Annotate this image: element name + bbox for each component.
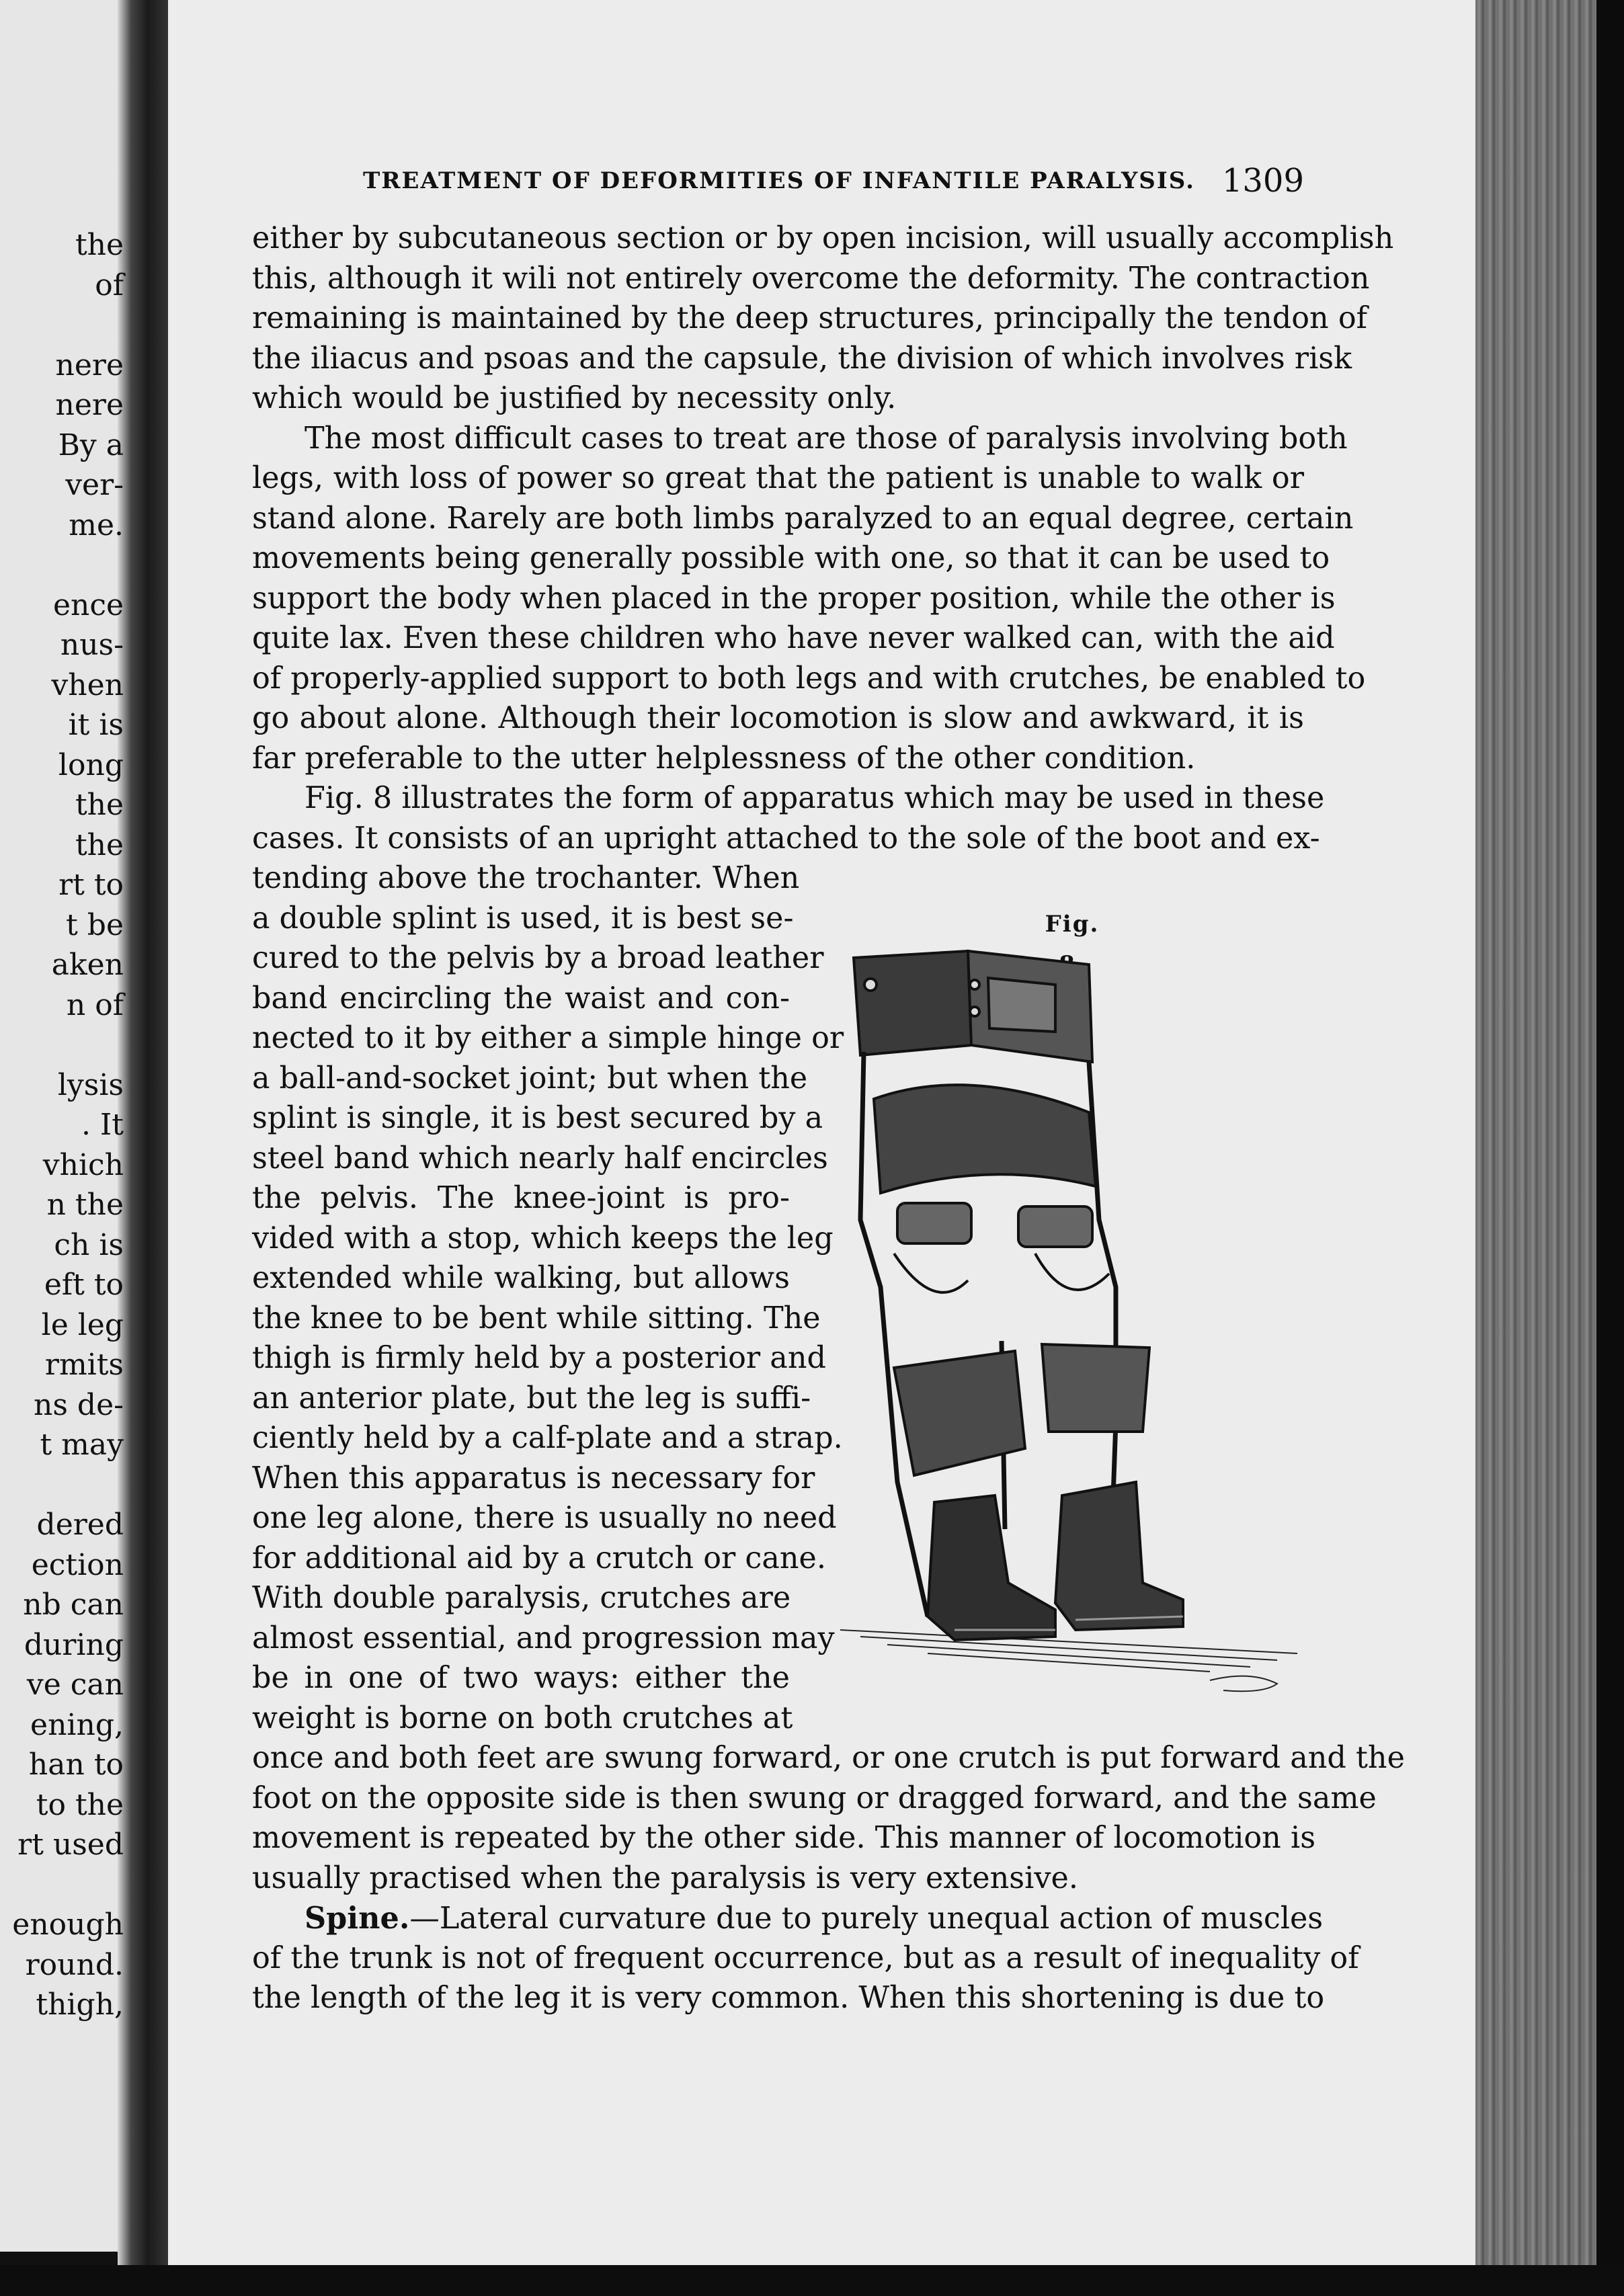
text-line: usually practised when the paralysis is very extensive. [252,1860,1078,1895]
previous-page-line: vhich [42,1147,124,1182]
previous-page-line: t be [66,907,124,942]
text-line: of properly-applied support to both legs and with crutches, be enabled to [252,661,1366,696]
ground-hatching [840,1630,1297,1691]
previous-page-line: ch is [54,1227,124,1262]
text-line: remaining is maintained by the deep structures, principally the tendon of [252,301,1368,335]
text-line: the iliacus and psoas and the capsule, the division of which involves risk [252,341,1352,376]
pelvic-band [854,951,1092,1062]
text-line: be in one of two ways: either the [252,1661,790,1695]
previous-page-line: round. [25,1947,124,1982]
text-line: Fig. 8 illustrates the form of apparatus which may be used in these [304,781,1325,815]
text-line: the length of the leg it is very common. When this shortening is due to [252,1981,1325,2015]
previous-page-line: the [75,228,124,262]
previous-page-line: dered [36,1508,124,1542]
text-line: of the trunk is not of frequent occurrence, but as a result of inequality of [252,1940,1359,1975]
previous-page-line: ening, [30,1707,124,1742]
previous-page-line: han to [28,1748,124,1782]
text-line: cured to the pelvis by a broad leather [252,941,824,975]
previous-page-line: to the [36,1787,124,1822]
text-line: nected to it by either a simple hinge or [252,1021,844,1055]
calf-plates [894,1344,1149,1475]
scan-border-bottom [0,2265,1624,2296]
book-gutter [118,0,168,2296]
text-line: quite lax. Even these children who have never walked can, with the aid [252,621,1335,655]
text-line: the knee to be bent while sitting. The [252,1301,821,1336]
text-line: splint is single, it is best secured by a [252,1101,823,1135]
text-line: When this apparatus is necessary for [252,1461,815,1495]
previous-page-line: ve can [26,1668,124,1702]
previous-page-line: long [58,747,124,782]
text-line: weight is borne on both crutches at [252,1700,793,1735]
previous-page-line: rmits [44,1348,124,1382]
text-line: The most difficult cases to treat are those of paralysis involving both [304,421,1348,456]
text-line: for additional aid by a crutch or cane. [252,1541,826,1575]
page-stack-edge [1475,0,1596,2272]
text-line: support the body when placed in the proper position, while the other is [252,581,1336,616]
text-line: cases. It consists of an upright attached to the sole of the boot and ex- [252,821,1320,856]
previous-page-line: By a [58,427,124,462]
previous-page-line: nere [55,347,124,382]
text-line: steel band which nearly half encircles [252,1141,828,1176]
text-line: a double splint is used, it is best se- [252,901,794,936]
previous-page-line: t may [40,1428,124,1462]
previous-page-line: . It [81,1108,124,1142]
previous-page-line: n of [66,987,124,1022]
text-line: a ball-and-socket joint; but when the [252,1061,808,1096]
running-head-title: TREATMENT OF DEFORMITIES OF INFANTILE PARALYSIS. [363,167,1195,194]
previous-page-line: eft to [44,1268,124,1302]
previous-page-line: vhen [51,667,124,702]
previous-page-line: during [24,1627,124,1662]
previous-page-line: le leg [41,1307,124,1342]
previous-page-line: ver- [65,468,124,502]
previous-page-line: rt to [58,868,124,902]
text-line: tending above the trochanter. When [252,861,800,895]
text-line: once and both feet are swung forward, or one crutch is put forward and the [252,1741,1405,1775]
spine-heading-line [252,1898,1324,1938]
text-line: movement is repeated by the other side. This manner of locomotion is [252,1821,1316,1855]
previous-page-line: ns de- [34,1387,124,1422]
previous-page-line: nb can [23,1588,124,1622]
previous-page-line: it is [68,708,124,742]
text-line: With double paralysis, crutches are [252,1581,791,1615]
previous-page-line: thigh, [36,1987,124,2022]
text-line: almost essential, and progression may [252,1621,835,1655]
previous-page-line: enough [12,1908,124,1942]
spine-text: —Lateral curvature due to purely unequal action of muscles [409,1901,1324,1936]
boots [928,1482,1183,1640]
previous-page-line: me. [69,507,124,542]
previous-page-line: lysis [57,1067,124,1102]
running-head [363,160,1304,202]
text-line: movements being generally possible with one, so that it can be used to [252,541,1330,575]
previous-page-line: nus- [60,628,124,662]
spine-heading: Spine. [304,1901,410,1936]
text-line: stand alone. Rarely are both limbs paralyzed to an equal degree, certain [252,501,1354,536]
previous-page-line: n the [46,1188,124,1222]
text-line: legs, with loss of power so great that the patient is unable to walk or [252,461,1304,495]
text-line: thigh is firmly held by a posterior and [252,1341,826,1375]
text-line: an anterior plate, but the leg is suffi- [252,1381,811,1416]
text-line: band encircling the waist and con- [252,981,790,1016]
text-line: ciently held by a calf-plate and a strap. [252,1421,843,1455]
previous-page-line: of [95,268,124,302]
hip-straps [874,1085,1109,1293]
previous-page-line: ection [31,1547,124,1582]
previous-page-line: aken [51,948,124,982]
text-line: extended while walking, but allows [252,1261,790,1295]
scan-border-right [1596,0,1624,2296]
page-number: 1309 [1221,162,1304,200]
text-line: this, although it wili not entirely overcome the deformity. The contraction [252,261,1370,296]
text-line: either by subcutaneous section or by open incision, will usually accomplish [252,221,1394,255]
previous-page-line: nere [55,388,124,422]
text-line: far preferable to the utter helplessness of the other condition. [252,741,1196,776]
text-line: which would be justified by necessity only. [252,381,897,415]
text-line: go about alone. Although their locomotion is slow and awkward, it is [252,701,1304,735]
leg-brace-illustration [834,938,1304,1727]
text-line: one leg alone, there is usually no need [252,1501,837,1535]
text-line: the pelvis. The knee-joint is pro- [252,1181,790,1215]
figure-caption: Fig. [1045,911,1100,938]
text-line: foot on the opposite side is then swung or dragged forward, and the same [252,1780,1377,1815]
text-line: vided with a stop, which keeps the leg [252,1221,834,1256]
previous-page-line: rt used [17,1828,124,1862]
previous-page-line: the [75,788,124,822]
previous-page-line: ence [52,587,124,622]
previous-page-line: the [75,827,124,862]
